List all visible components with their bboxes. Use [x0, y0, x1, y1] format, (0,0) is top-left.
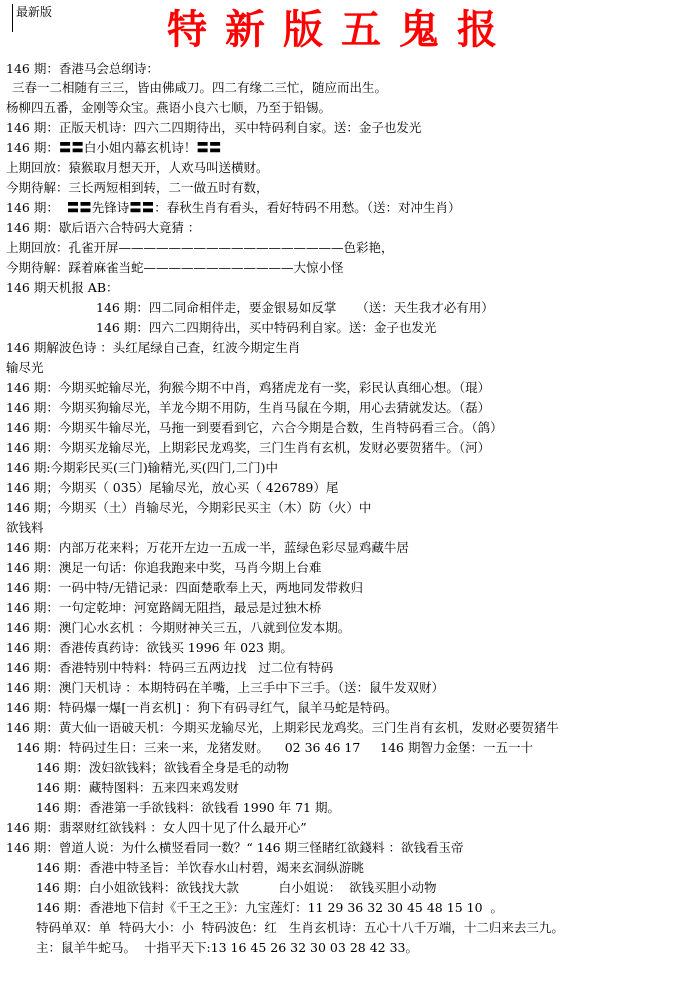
text-line: 146 期：香港特别中特料：特码三五两边找 过二位有特码: [6, 660, 334, 675]
text-line: 146 期：曾道人说：为什么横竖看同一数？“ 146 期三怪睹红欲錢料 ：欲钱看玉帝: [6, 840, 464, 855]
text-line: 146 期：特码爆一爆[一肖玄机] ：狗下有码寻红气，鼠羊马蛇是特码。: [6, 700, 398, 715]
text-line: 146 期：今期买蛇输尽光，狗猴今期不中肖，鸡猪虎龙有一奖，彩民认真细心想。（琨）: [6, 380, 491, 395]
text-line: 146 期：歇后语六合特码大竟猜 ：: [6, 220, 201, 235]
page-title: 特新版五鬼报: [167, 6, 515, 53]
text-line: 上期回放：孔雀开屏——————————————————色彩艳，: [6, 240, 394, 255]
text-line: 146 期:今期彩民买(三门)输精光,买(四门,二门)中: [6, 460, 278, 475]
text-line: 今期待解：踩着麻雀当蛇————————————大惊小怪: [6, 260, 344, 275]
text-line: 146 期：今期买龙输尽光，上期彩民龙鸡奖，三门生肖有玄机，发财必要贺猪牛。（河）: [6, 440, 491, 455]
text-line: 特码单双：单 特码大小：小 特码波色：红 生肖玄机诗：五心十八千万端，十二归来去三九。: [36, 920, 564, 935]
text-line: 146 期：今期买牛输尽光，马拖一到要看到它，六合今期是合数，生肖特码看三合。（鸽）: [6, 420, 503, 435]
text-line: 146 期：澳门天机诗 ：本期特码在羊嘴，上三手中下三手。（送：鼠牛发双财）: [6, 680, 445, 695]
text-line: 杨柳四五番，金刚等众宝。燕语小良六七顺，乃至于铅锡。: [6, 100, 332, 115]
text-line: 146 期解波色诗 ：头红尾绿自己查，红波今期定生肖: [6, 340, 301, 355]
text-line: 146 期：一句定乾坤：河宽路阔无阻挡，最忌是过独木桥: [6, 600, 322, 615]
text-line: 主：鼠羊牛蛇马。 十指平天下:13 16 45 26 32 30 03 28 42 33。: [36, 940, 418, 955]
text-line: 146 期：白小姐欲钱料：欲钱找大款 白小姐说： 欲钱买胆小动物: [36, 880, 437, 895]
text-line: 146 期天机报 AB：: [6, 280, 119, 295]
text-line: 输尽光: [6, 360, 44, 375]
text-line: 146 期：〓〓白小姐内幕玄机诗！〓〓: [6, 140, 222, 155]
text-line: 146 期：今期买狗输尽光，羊龙今期不用防，生肖马鼠在今期，用心去猜就发达。（磊）: [6, 400, 491, 415]
text-line: 146 期；今期买（土）肖输尽光，今期彩民买主（木）防（火）中: [6, 500, 372, 515]
text-line: 欲钱料: [6, 520, 44, 535]
text-line: 146 期：翡翠财红欲钱料 ：女人四十见了什么最开心”: [6, 820, 307, 835]
text-line: 146 期：内部万花来料；万花开左边一五成一半，蓝绿色彩尽显鸡藏牛居: [6, 540, 409, 555]
text-line: 146 期：藏特图料：五来四来鸡发财: [36, 780, 239, 795]
text-line: 146 期：香港地下信封《千王之王》：九宝莲灯：11 29 36 32 30 45 48 15 10 。: [36, 900, 503, 915]
text-line: 146 期： 〓〓先锋诗〓〓：春秋生肖有看头，看好特码不用愁。（送：对冲生肖）: [6, 200, 461, 215]
text-line: 146 期：香港中特圣旨：羊饮春水山村碧，竭来玄洞纵游眺: [36, 860, 364, 875]
text-line: 146 期：香港马会总纲诗：: [6, 61, 159, 76]
text-line: 146 期：正版天机诗：四六二四期待出，买中特码利自家。送：金子也发光: [6, 120, 422, 135]
text-line: 146 期：黄大仙一语破天机：今期买龙输尽光，上期彩民龙鸡奖。三门生肖有玄机，发财必要贺猪牛: [6, 720, 559, 735]
text-line: 146 期：澳足一句话：你追我跑来中奖，马肖今期上台难: [6, 560, 322, 575]
text-line: 146 期：特码过生日：三来一来，龙猪发财。 02 36 46 17 146 期智力金堡：一五一十: [16, 740, 533, 755]
text-line: 146 期：香港第一手欲钱料：欲钱看 1990 年 71 期。: [36, 800, 340, 815]
text-line: 三春一二相随有三三，皆由佛咸刀。四二有缘二三忙，随应而出生。: [12, 80, 388, 95]
text-line: 146 期；今期买（ 035）尾输尽光，放心买（ 426789）尾: [6, 480, 339, 495]
text-line: 今期待解：三长两短相到转，二一做五时有数，: [6, 180, 269, 195]
text-line: 146 期：澳门心水玄机 ：今期财神关三五，八就到位发本期。: [6, 620, 351, 635]
text-line: 146 期：四六二四期待出，买中特码利自家。送：金子也发光: [96, 320, 437, 335]
text-line: 146 期：四二同命相伴走，要金银易如反掌 （送：天生我才必有用）: [96, 300, 494, 315]
text-line: 146 期：泼妇欲钱料；欲钱看全身是毛的动物: [36, 760, 289, 775]
text-line: 146 期：一码中特/无错记录：四面楚歌奉上天，两地同发带救归: [6, 580, 364, 595]
text-line: 146 期：香港传真药诗：欲钱买 1996 年 023 期。: [6, 640, 293, 655]
edition-badge: 最新版: [12, 4, 52, 32]
text-line: 上期回放：猿猴取月想天开，人欢马叫送横财。: [6, 160, 269, 175]
